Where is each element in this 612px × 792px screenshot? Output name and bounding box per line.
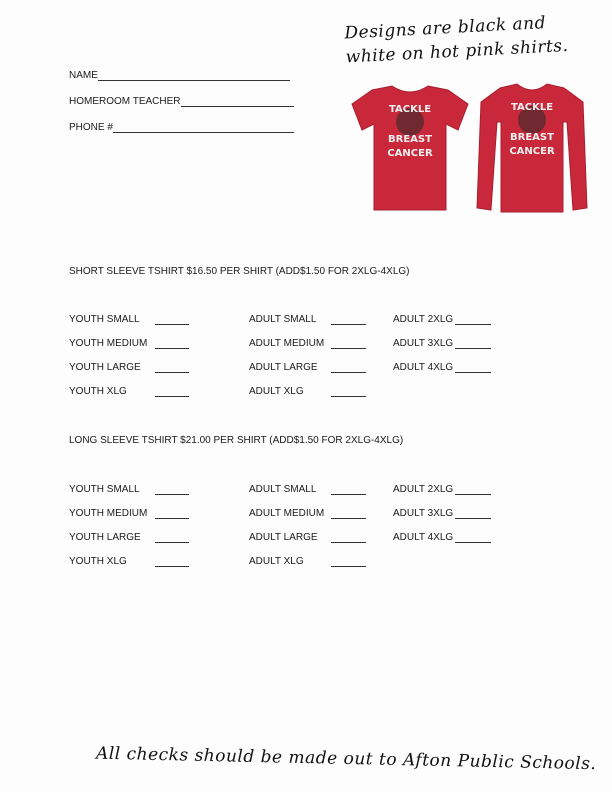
quantity-blank-line[interactable] bbox=[455, 484, 491, 495]
quantity-blank-line[interactable] bbox=[331, 386, 366, 397]
long-sleeve-shirt-image bbox=[477, 84, 587, 212]
size-label: ADULT 2XLG bbox=[393, 484, 454, 495]
size-label: ADULT 2XLG bbox=[393, 314, 454, 325]
svg-text:TACKLE: TACKLE bbox=[388, 104, 432, 115]
size-label: ADULT MEDIUM bbox=[249, 338, 325, 349]
size-row[interactable] bbox=[69, 556, 189, 567]
name-label: NAME bbox=[69, 70, 98, 81]
size-label: YOUTH SMALL bbox=[69, 314, 140, 325]
size-row[interactable] bbox=[249, 314, 366, 325]
quantity-blank-line[interactable] bbox=[155, 362, 189, 373]
name-blank-line[interactable] bbox=[98, 70, 290, 81]
quantity-blank-line[interactable] bbox=[155, 508, 189, 519]
size-row[interactable] bbox=[393, 314, 491, 325]
short-sleeve-title: SHORT SLEEVE TSHIRT $16.50 PER SHIRT (ADD$1.50 FOR 2XLG-4XLG) bbox=[69, 266, 410, 277]
quantity-blank-line[interactable] bbox=[155, 386, 189, 397]
quantity-blank-line[interactable] bbox=[155, 338, 189, 349]
size-row[interactable] bbox=[249, 484, 366, 495]
shirt-images bbox=[350, 82, 590, 222]
size-row[interactable] bbox=[69, 386, 189, 397]
size-label: ADULT 4XLG bbox=[393, 532, 454, 543]
size-row[interactable] bbox=[249, 338, 366, 349]
quantity-blank-line[interactable] bbox=[331, 508, 366, 519]
svg-text:TACKLE: TACKLE bbox=[510, 102, 554, 113]
quantity-blank-line[interactable] bbox=[331, 532, 366, 543]
quantity-blank-line[interactable] bbox=[331, 484, 366, 495]
size-label: ADULT SMALL bbox=[249, 314, 317, 325]
size-row[interactable] bbox=[249, 508, 366, 519]
handwritten-note-bottom: All checks should be made out to Afton Public Schools. bbox=[95, 743, 597, 775]
size-row[interactable] bbox=[393, 508, 491, 519]
size-row[interactable] bbox=[393, 484, 491, 495]
quantity-blank-line[interactable] bbox=[331, 338, 366, 349]
size-label: YOUTH LARGE bbox=[69, 532, 141, 543]
phone-field[interactable] bbox=[69, 122, 294, 133]
size-label: ADULT MEDIUM bbox=[249, 508, 325, 519]
size-row[interactable] bbox=[69, 338, 189, 349]
size-label: YOUTH LARGE bbox=[69, 362, 141, 373]
size-row[interactable] bbox=[393, 362, 491, 373]
quantity-blank-line[interactable] bbox=[331, 362, 366, 373]
size-row[interactable] bbox=[393, 338, 491, 349]
size-row[interactable] bbox=[249, 532, 366, 543]
size-row[interactable] bbox=[249, 556, 366, 567]
size-label: YOUTH XLG bbox=[69, 556, 127, 567]
size-label: ADULT SMALL bbox=[249, 484, 317, 495]
size-label: ADULT 3XLG bbox=[393, 508, 454, 519]
quantity-blank-line[interactable] bbox=[155, 532, 189, 543]
size-row[interactable] bbox=[69, 484, 189, 495]
quantity-blank-line[interactable] bbox=[455, 338, 491, 349]
svg-text:CANCER: CANCER bbox=[387, 148, 433, 159]
quantity-blank-line[interactable] bbox=[455, 532, 491, 543]
homeroom-teacher-label: HOMEROOM TEACHER bbox=[69, 96, 181, 107]
size-label: YOUTH XLG bbox=[69, 386, 127, 397]
size-label: ADULT LARGE bbox=[249, 532, 318, 543]
phone-blank-line[interactable] bbox=[113, 122, 294, 133]
quantity-blank-line[interactable] bbox=[155, 314, 189, 325]
size-label: ADULT 3XLG bbox=[393, 338, 454, 349]
quantity-blank-line[interactable] bbox=[455, 362, 491, 373]
quantity-blank-line[interactable] bbox=[455, 508, 491, 519]
phone-label: PHONE # bbox=[69, 122, 113, 133]
long-sleeve-title: LONG SLEEVE TSHIRT $21.00 PER SHIRT (ADD$1.50 FOR 2XLG-4XLG) bbox=[69, 435, 404, 446]
homeroom-teacher-blank-line[interactable] bbox=[181, 96, 294, 107]
svg-text:BREAST: BREAST bbox=[388, 134, 432, 145]
quantity-blank-line[interactable] bbox=[331, 556, 366, 567]
size-label: ADULT XLG bbox=[249, 556, 304, 567]
short-sleeve-shirt-image bbox=[352, 86, 468, 210]
size-label: YOUTH SMALL bbox=[69, 484, 140, 495]
size-label: ADULT 4XLG bbox=[393, 362, 454, 373]
size-label: YOUTH MEDIUM bbox=[69, 508, 148, 519]
size-row[interactable] bbox=[69, 508, 189, 519]
size-label: ADULT LARGE bbox=[249, 362, 318, 373]
size-row[interactable] bbox=[69, 314, 189, 325]
quantity-blank-line[interactable] bbox=[331, 314, 366, 325]
size-row[interactable] bbox=[69, 362, 189, 373]
handwritten-note-top: Designs are black and white on hot pink shirts. bbox=[344, 13, 569, 68]
svg-text:BREAST: BREAST bbox=[510, 132, 554, 143]
svg-text:CANCER: CANCER bbox=[509, 146, 555, 157]
size-row[interactable] bbox=[249, 386, 366, 397]
name-field[interactable] bbox=[69, 70, 290, 81]
size-row[interactable] bbox=[393, 532, 491, 543]
size-row[interactable] bbox=[249, 362, 366, 373]
homeroom-teacher-field[interactable] bbox=[69, 96, 294, 107]
quantity-blank-line[interactable] bbox=[155, 556, 189, 567]
quantity-blank-line[interactable] bbox=[155, 484, 189, 495]
size-label: YOUTH MEDIUM bbox=[69, 338, 148, 349]
size-label: ADULT XLG bbox=[249, 386, 304, 397]
quantity-blank-line[interactable] bbox=[455, 314, 491, 325]
size-row[interactable] bbox=[69, 532, 189, 543]
